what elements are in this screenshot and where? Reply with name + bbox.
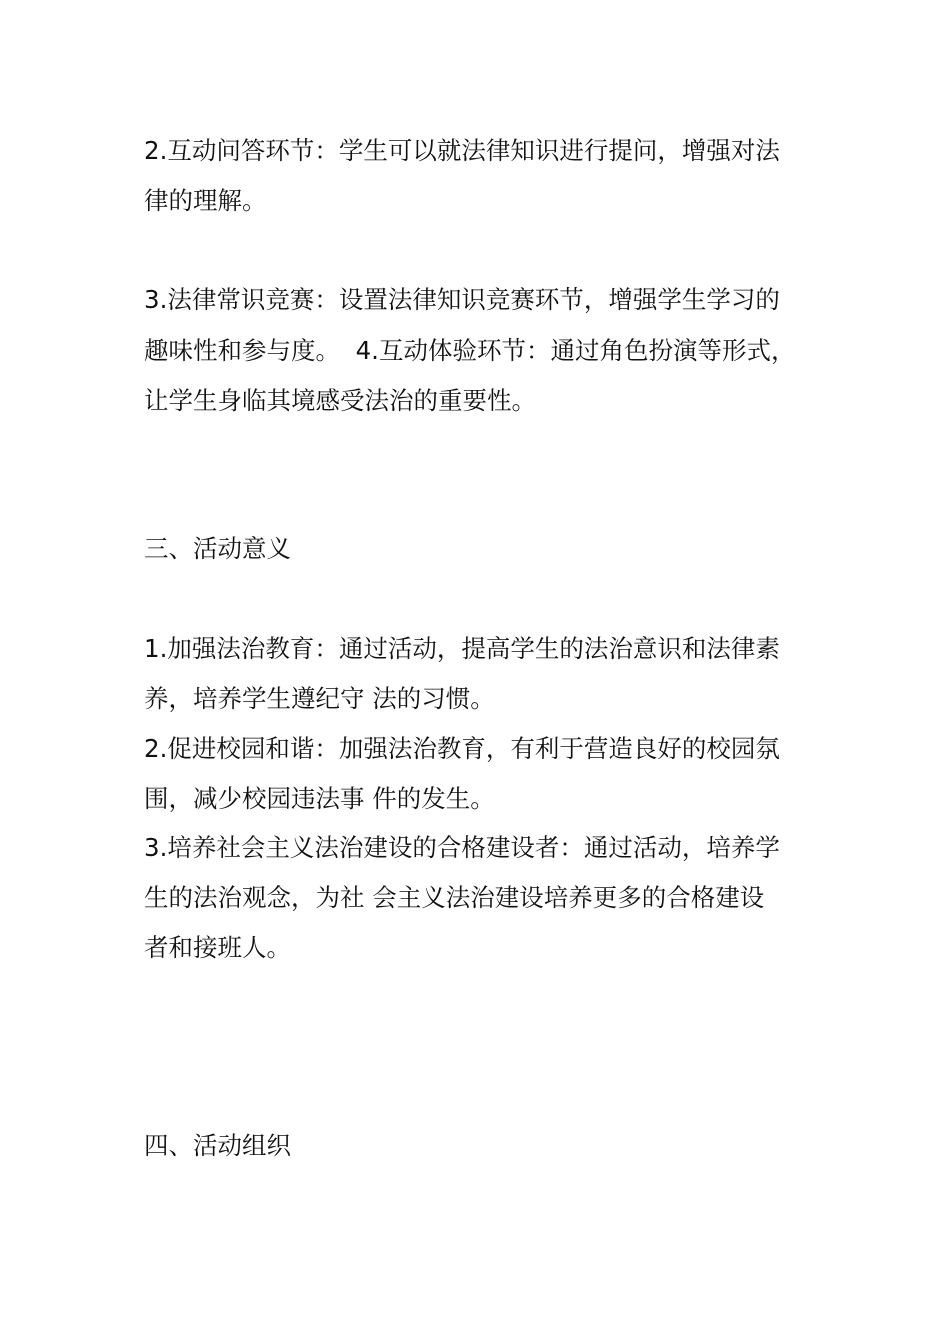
paragraph-line: 趣味性和参与度。 4.互动体验环节：通过角色扮演等形式， xyxy=(144,336,796,365)
paragraph-line: 生的法治观念，为社 会主义法治建设培养更多的合格建设 xyxy=(144,883,765,912)
paragraph-line: 养，培养学生遵纪守 法的习惯。 xyxy=(144,684,495,713)
paragraph-line: 律的理解。 xyxy=(144,186,267,215)
section-heading-activity-organization: 四、活动组织 xyxy=(144,1131,291,1160)
section-heading-activity-significance: 三、活动意义 xyxy=(144,534,291,563)
paragraph-line: 2.互动问答环节：学生可以就法律知识进行提问，增强对法 xyxy=(144,136,780,165)
paragraph-line: 1.加强法治教育：通过活动，提高学生的法治意识和法律素 xyxy=(144,634,780,663)
paragraph-line: 3.培养社会主义法治建设的合格建设者：通过活动，培养学 xyxy=(144,833,780,862)
paragraph-line: 2.促进校园和谐：加强法治教育，有利于营造良好的校园氛 xyxy=(144,734,780,763)
paragraph-line: 让学生身临其境感受法治的重要性。 xyxy=(144,386,536,415)
paragraph-line: 者和接班人。 xyxy=(144,933,291,962)
paragraph-line: 3.法律常识竞赛：设置法律知识竞赛环节，增强学生学习的 xyxy=(144,285,780,314)
paragraph-line: 围，减少校园违法事 件的发生。 xyxy=(144,784,495,813)
